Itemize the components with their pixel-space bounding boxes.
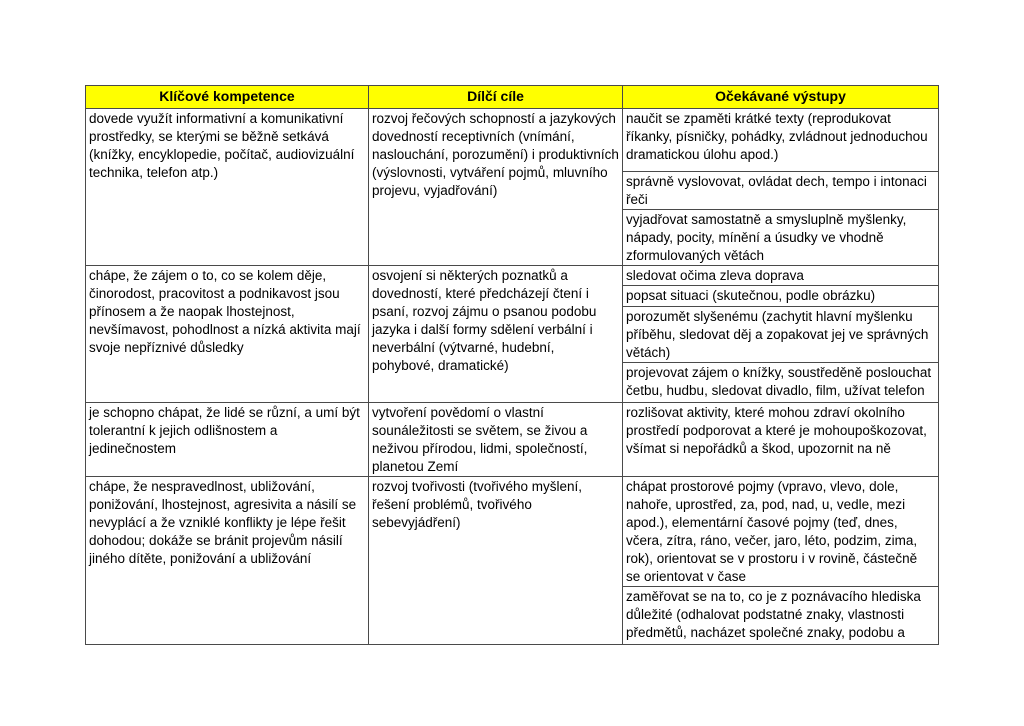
column-header-klicove-kompetence: Klíčové kompetence	[86, 86, 369, 109]
table-row	[86, 477, 939, 587]
cell-vystup: chápat prostorové pojmy (vpravo, vlevo, dole, nahoře, uprostřed, za, pod, nad, u, vedle, mezi apod.), elementární časové pojmy (teď, dnes, včera, zítra, ráno, večer, jaro, léto, podzim, zima, rok), orientovat se v prostoru i v rovině, částečně se orientovat v čase	[623, 477, 939, 587]
column-header-ocekavane-vystupy: Očekávané výstupy	[623, 86, 939, 109]
cell-vystup: zaměřovat se na to, co je z poznávacího hlediska důležité (odhalovat podstatné znaky, vlastnosti předmětů, nacházet společné znaky, podobu a	[623, 587, 939, 645]
cell-kompetence: dovede využít informativní a komunikativní prostředky, se kterými se běžně setkává (knížky, encyklopedie, počítač, audiovizuální technika, telefon atp.)	[86, 109, 369, 266]
cell-dilci-cil: rozvoj tvořivosti (tvořivého myšlení, řešení problémů, tvořivého sebevyjádření)	[369, 477, 623, 645]
cell-dilci-cil: rozvoj řečových schopností a jazykových dovedností receptivních (vnímání, naslouchání, porozumění) i produktivních (výslovnosti, vytváření pojmů, mluvního projevu, vyjadřování)	[369, 109, 623, 266]
cell-vystup: naučit se zpaměti krátké texty (reprodukovat říkanky, písničky, pohádky, zvládnout jednoduchou dramatickou úlohu apod.)	[623, 109, 939, 172]
table-row	[86, 109, 939, 172]
cell-vystup: vyjadřovat samostatně a smysluplně myšlenky, nápady, pocity, mínění a úsudky ve vhodně zformulovaných větách	[623, 210, 939, 266]
cell-dilci-cil: vytvoření povědomí o vlastní sounáležitosti se světem, se živou a neživou přírodou, lidmi, společností, planetou Zemí	[369, 403, 623, 477]
table-row	[86, 403, 939, 477]
cell-kompetence: chápe, že nespravedlnost, ubližování, ponižování, lhostejnost, agresivita a násilí se nevyplácí a že vzniklé konflikty je lépe řešit dohodou; dokáže se bránit projevům násilí jiného dítěte, ponižování a ubližování	[86, 477, 369, 645]
table-row	[86, 266, 939, 286]
cell-kompetence: je schopno chápat, že lidé se různí, a umí být tolerantní k jejich odlišnostem a jedinečnostem	[86, 403, 369, 477]
cell-vystup: projevovat zájem o knížky, soustředěně poslouchat četbu, hudbu, sledovat divadlo, film, užívat telefon	[623, 363, 939, 403]
column-header-dilci-cile: Dílčí cíle	[369, 86, 623, 109]
cell-vystup: sledovat očima zleva doprava	[623, 266, 939, 286]
competence-table	[85, 85, 939, 645]
cell-vystup: rozlišovat aktivity, které mohou zdraví okolního prostředí podporovat a které je mohoupoškozovat, všímat si nepořádků a škod, upozornit na ně	[623, 403, 939, 477]
cell-dilci-cil: osvojení si některých poznatků a dovedností, které předcházejí čtení i psaní, rozvoj zájmu o psanou podobu jazyka i další formy sdělení verbální i neverbální (výtvarné, hudební, pohybové, dramatické)	[369, 266, 623, 403]
cell-vystup: správně vyslovovat, ovládat dech, tempo i intonaci řeči	[623, 172, 939, 210]
cell-vystup: porozumět slyšenému (zachytit hlavní myšlenku příběhu, sledovat děj a zopakovat jej ve správných větách)	[623, 307, 939, 363]
header-row	[86, 86, 939, 109]
cell-kompetence: chápe, že zájem o to, co se kolem děje, činorodost, pracovitost a podnikavost jsou přínosem a že naopak lhostejnost, nevšímavost, pohodlnost a nízká aktivita mají svoje nepříznivé důsledky	[86, 266, 369, 403]
cell-vystup: popsat situaci (skutečnou, podle obrázku)	[623, 286, 939, 307]
